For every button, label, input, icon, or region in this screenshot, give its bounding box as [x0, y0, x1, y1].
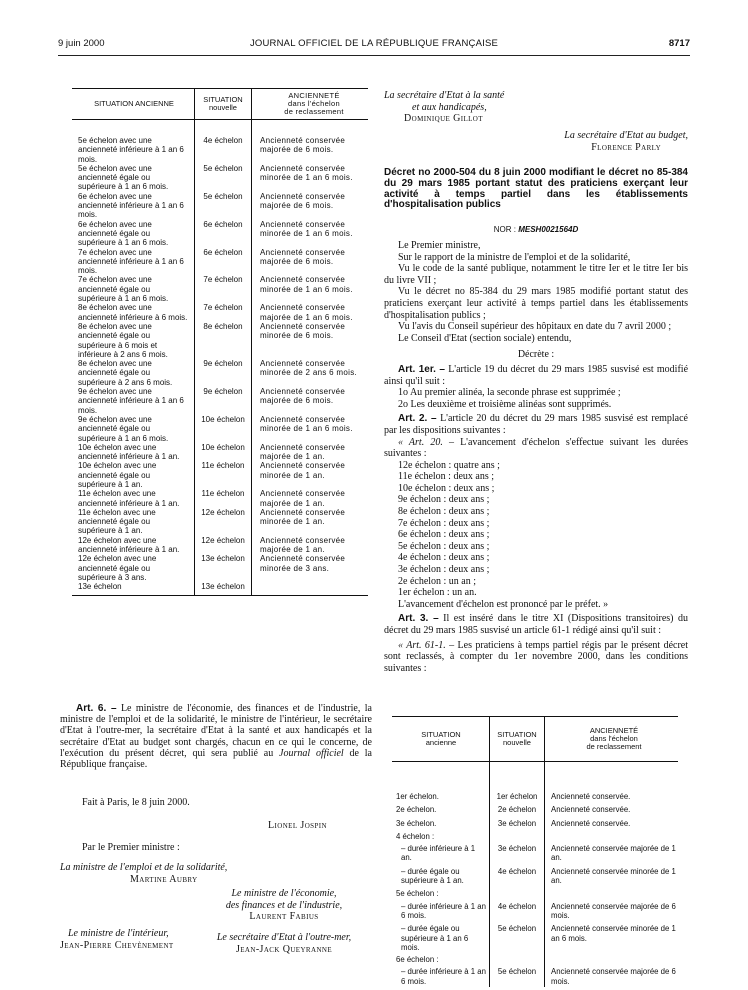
cell-situation-ancienne: 2e échelon. [392, 802, 490, 815]
table-row [392, 921, 678, 952]
decree-p1: Le Premier ministre, [398, 240, 481, 251]
cell-anciennete: Ancienneté conservée. [551, 805, 631, 815]
decrete: Décrète : [517, 349, 555, 361]
cell-situation-ancienne: 8e échelon avec une ancienneté inférieure à 6 mois. [72, 303, 195, 322]
table-row [72, 192, 368, 220]
cell-anciennete: Ancienneté conservée minorée de 1 an 6 mois. [260, 414, 353, 434]
cell-anciennete: Ancienneté conservée minorée de 1 an. [260, 461, 346, 480]
cell-situation-ancienne: – durée inférieure à 1 an. [392, 841, 490, 864]
signature-premier-ministre: Lionel Jospin [268, 820, 327, 831]
cell-situation-nouvelle: 4e échelon [490, 864, 545, 887]
duration-item: 8e échelon : deux ans ; [398, 506, 490, 518]
journal-officiel-ref: Journal officiel [279, 747, 344, 759]
table-row [392, 899, 678, 922]
duration-item: 6e échelon : deux ans ; [398, 529, 490, 541]
duration-item: 3e échelon : deux ans ; [398, 564, 490, 576]
decree-nor: NOR : MESH0021564D [493, 225, 579, 234]
cell-anciennete: Ancienneté conservée majorée de 1 an. [260, 442, 346, 462]
cell-anciennete: Ancienneté conservée minorée de 3 ans. [260, 554, 346, 573]
cell-situation-nouvelle [490, 952, 545, 964]
article-1: Art. 1er. – L'article 19 du décret du 29 mars 1985 susvisé est modifié ainsi qu'il suit : [384, 363, 689, 387]
cell-situation-nouvelle: 6e échelon [195, 248, 252, 276]
decree-p4: Vu le décret no 85-384 du 29 mars 1985 modifié portant statut des praticiens exerçant leur activité à temps partiel dans les établissements d'hospitalisation publics ; [384, 286, 688, 321]
cell-situation-ancienne: 9e échelon avec une ancienneté égale ou supérieure à 1 an 6 mois. [72, 415, 195, 443]
cell-anciennete: Ancienneté conservée majorée de 1 an. [260, 535, 346, 555]
table-row [392, 886, 678, 898]
fait-a-paris: Fait à Paris, le 8 juin 2000. [82, 797, 190, 808]
cell-anciennete: Ancienneté conservée minorée de 2 ans 6 mois. [260, 359, 358, 378]
duration-item: 10e échelon : deux ans ; [398, 482, 495, 494]
table-row [72, 461, 368, 489]
article-6 [60, 703, 372, 770]
cell-situation-ancienne: 3e échelon. [392, 816, 490, 829]
cell-situation-ancienne: 7e échelon avec une ancienneté inférieure à 1 an 6 mois. [72, 248, 195, 276]
header-journal-title: JOURNAL OFFICIEL DE LA RÉPUBLIQUE FRANÇAISE [249, 38, 499, 49]
article-3: Art. 3. – Il est inséré dans le titre XI (Dispositions transitoires) du décret du 29 mars 1985 susvisé un article 61-1 rédigé ainsi qu'il suit : [384, 613, 689, 636]
cell-situation-ancienne: 13e échelon [72, 582, 195, 595]
duration-item: 1er échelon : un an. [398, 587, 477, 599]
col-situation-nouvelle: SITUATION nouvelle [195, 89, 252, 120]
cell-situation-ancienne: 12e échelon avec une ancienneté égale ou supérieure à 3 ans. [72, 554, 195, 582]
cell-situation-ancienne: 7e échelon avec une ancienneté égale ou supérieure à 1 an 6 mois. [72, 275, 195, 303]
cell-anciennete [252, 582, 369, 595]
table-row [72, 248, 368, 276]
table-row [392, 964, 678, 987]
cell-situation-nouvelle: 4e échelon [490, 899, 545, 922]
cell-situation-ancienne: 4 échelon : [392, 829, 490, 841]
cell-situation-ancienne: 9e échelon avec une ancienneté inférieure à 1 an 6 mois. [72, 387, 195, 415]
cell-anciennete: Ancienneté conservée. [551, 818, 631, 828]
cell-anciennete: Ancienneté conservée majorée de 1 an. [260, 489, 346, 508]
cell-anciennete: Ancienneté conservée minorée de 1 an 6 mois. [551, 924, 676, 943]
table-row [72, 489, 368, 508]
col-situation-ancienne: SITUATION ANCIENNE [72, 89, 195, 120]
table-row [392, 816, 678, 829]
cell-situation-ancienne: 12e échelon avec une ancienneté inférieure à 1 an. [72, 536, 195, 555]
cell-anciennete: Ancienneté conservée majorée de 1 an 6 mois. [260, 303, 353, 322]
article-61-1: « Art. 61-1. – Les praticiens à temps partiel régis par le présent décret sont reclassés, à compter du 1er novembre 2000, dans les conditions suivantes : [384, 639, 689, 674]
header-page-number: 8717 [668, 38, 690, 49]
cell-situation-nouvelle: 3e échelon [490, 841, 545, 864]
cell-situation-ancienne: 6e échelon : [392, 952, 490, 964]
cell-situation-nouvelle: 7e échelon [195, 275, 252, 303]
cell-situation-nouvelle: 6e échelon [195, 220, 252, 248]
header-date: 9 juin 2000 [58, 38, 105, 49]
cell-situation-nouvelle: 12e échelon [195, 508, 252, 536]
rcol-situation-nouvelle: SITUATION nouvelle [490, 717, 545, 762]
cell-situation-nouvelle: 4e échelon [195, 120, 252, 164]
cell-situation-ancienne: 10e échelon avec une ancienneté inférieure à 1 an. [72, 443, 195, 462]
cell-situation-nouvelle: 3e échelon [490, 816, 545, 829]
cell-anciennete: Ancienneté conservée majorée de 6 mois. [551, 901, 676, 920]
col-anciennete: ANCIENNETÉ dans l'échelon de reclassement [252, 89, 369, 120]
cell-situation-ancienne: – durée égale ou supérieure à 1 an. [392, 864, 490, 887]
cell-situation-ancienne: 6e échelon avec une ancienneté égale ou supérieure à 1 an 6 mois. [72, 220, 195, 248]
article-2: Art. 2. – L'article 20 du décret du 29 mars 1985 susvisé est remplacé par les dispositions suivantes : [384, 413, 688, 436]
cell-situation-nouvelle: 10e échelon [195, 415, 252, 443]
cell-anciennete [545, 886, 679, 898]
durations-list [384, 460, 688, 599]
table-row [72, 508, 368, 536]
cell-anciennete: Ancienneté conservée majorée de 1 an. [551, 844, 676, 863]
cell-situation-nouvelle: 5e échelon [195, 164, 252, 192]
cell-situation-nouvelle: 5e échelon [490, 964, 545, 987]
table-row [72, 220, 368, 248]
cell-situation-nouvelle: 10e échelon [195, 443, 252, 462]
duration-item: 7e échelon : deux ans ; [398, 517, 490, 529]
cell-situation-nouvelle: 13e échelon [195, 554, 252, 582]
table-row [72, 322, 368, 359]
table-row [72, 443, 368, 462]
table-row [392, 841, 678, 864]
cell-situation-nouvelle: 11e échelon [195, 489, 252, 508]
table-row [392, 829, 678, 841]
duration-item: 5e échelon : deux ans ; [398, 540, 490, 552]
table-row [72, 120, 368, 164]
decree-title: Décret no 2000-504 du 8 juin 2000 modifiant le décret no 85-384 du 29 mars 1985 portant statut des praticiens exerçant leur activité à temps partiel dans les établissements d'hospitalisation publics [384, 167, 688, 211]
signature-secretaire-outre-mer: Le secrétaire d'Etat à l'outre-mer, Jean-Jack Queyranne [216, 932, 352, 955]
signature-secretaire-sante: La secrétaire d'Etat à la santé et aux handicapés, Dominique Gillot [384, 90, 505, 124]
cell-anciennete: Ancienneté conservée majorée de 6 mois. [260, 191, 346, 211]
cell-situation-nouvelle: 1er échelon [490, 762, 545, 803]
table-row [72, 359, 368, 387]
left-reclassification-table [72, 88, 368, 596]
decree-p6: Le Conseil d'Etat (section sociale) entendu, [398, 332, 572, 344]
table-row [72, 554, 368, 582]
cell-situation-ancienne: 10e échelon avec une ancienneté égale ou supérieure à 1 an. [72, 461, 195, 489]
cell-anciennete: Ancienneté conservée. [551, 792, 631, 801]
cell-anciennete [545, 952, 679, 964]
table-row [392, 864, 678, 887]
table-row [72, 582, 368, 595]
cell-situation-ancienne: 5e échelon avec une ancienneté égale ou supérieure à 1 an 6 mois. [72, 164, 195, 192]
right-reclassification-table [392, 716, 678, 987]
cell-situation-ancienne: 11e échelon avec une ancienneté inférieure à 1 an. [72, 489, 195, 508]
table-row [392, 762, 678, 803]
cell-situation-ancienne: 8e échelon avec une ancienneté égale ou supérieure à 2 ans 6 mois. [72, 359, 195, 387]
cell-situation-nouvelle: 12e échelon [195, 536, 252, 555]
rcol-anciennete: ANCIENNETÉ dans l'échelon de reclassement [545, 717, 679, 762]
decree-p5: Vu l'avis du Conseil supérieur des hôpitaux en date du 7 avril 2000 ; [398, 321, 672, 333]
signature-ministre-interieur: Le ministre de l'intérieur, Jean-Pierre Chevènement [60, 928, 174, 951]
cell-anciennete: Ancienneté conservée majorée de 6 mois. [551, 967, 676, 986]
duration-item: 11e échelon : deux ans ; [398, 471, 494, 483]
cell-situation-ancienne: 8e échelon avec une ancienneté égale ou supérieure à 6 mois et inférieure à 2 ans 6 mois. [72, 322, 195, 359]
table-row [392, 802, 678, 815]
cell-anciennete: Ancienneté conservée majorée de 6 mois. [260, 136, 346, 155]
article-20-end: L'avancement d'échelon est prononcé par le préfet. » [398, 598, 609, 610]
decree-p3: Vu le code de la santé publique, notamment le titre Ier et le titre Ier bis du livre VII ; [384, 263, 688, 286]
cell-situation-nouvelle: 9e échelon [195, 387, 252, 415]
table-row [72, 415, 368, 443]
cell-anciennete: Ancienneté conservée minorée de 1 an. [260, 507, 346, 527]
table-row [72, 303, 368, 322]
cell-situation-ancienne: – durée inférieure à 1 an 6 mois. [392, 964, 490, 987]
signature-ministre-economie: Le ministre de l'économie, des finances et de l'industrie, Laurent Fabius [225, 888, 343, 922]
cell-situation-nouvelle: 2e échelon [490, 802, 545, 815]
cell-situation-nouvelle: 5e échelon [195, 192, 252, 220]
article-20: « Art. 20. – L'avancement d'échelon s'effectue suivant les durées suivantes : [384, 436, 689, 460]
duration-item: 12e échelon : quatre ans ; [398, 459, 500, 471]
article-6-text-end: de la République française. [60, 747, 372, 771]
cell-situation-nouvelle: 11e échelon [195, 461, 252, 489]
cell-anciennete [545, 829, 679, 841]
cell-situation-nouvelle: 8e échelon [195, 322, 252, 359]
article-6-text: Le ministre de l'économie, des finances et de l'industrie, la ministre de l'emploi et de la solidarité, le ministre de l'intérieur, le secrétaire d'Etat à l'outre-mer, la secrétaire d'Etat à la santé et aux handicapés et la secrétaire d'Etat au budget sont chargés, chacun en ce qui le concerne, de l'exécution du présent décret, qui sera publié au [60, 703, 372, 759]
table-row [72, 387, 368, 415]
left-table-body [72, 120, 368, 596]
right-table-body [392, 762, 678, 988]
duration-item: 2e échelon : un an ; [398, 575, 477, 587]
cell-situation-nouvelle [490, 886, 545, 898]
cell-situation-ancienne: – durée égale ou supérieure à 1 an 6 mois. [392, 921, 490, 952]
cell-situation-nouvelle: 13e échelon [195, 582, 252, 595]
cell-anciennete: Ancienneté conservée minorée de 1 an 6 mois. [260, 275, 353, 294]
header-rule [58, 55, 690, 56]
table-row [72, 164, 368, 192]
article-1-item-1: 1o Au premier alinéa, la seconde phrase est supprimée ; [398, 387, 621, 399]
par-premier-ministre: Par le Premier ministre : [82, 842, 180, 853]
cell-situation-ancienne: 5e échelon avec une ancienneté inférieure à 1 an 6 mois. [72, 120, 195, 164]
table-row [72, 536, 368, 555]
decree-p2: Sur le rapport de la ministre de l'emploi et de la solidarité, [398, 251, 631, 263]
cell-anciennete: Ancienneté conservée majorée de 6 mois. [260, 387, 346, 406]
decree-body [384, 240, 688, 674]
table-row [392, 952, 678, 964]
signature-ministre-emploi: La ministre de l'emploi et de la solidarité, Martine Aubry [60, 862, 228, 885]
cell-situation-ancienne: 11e échelon avec une ancienneté égale ou supérieure à 1 an. [72, 508, 195, 536]
duration-item: 4e échelon : deux ans ; [398, 552, 490, 564]
cell-situation-ancienne: – durée inférieure à 1 an 6 mois. [392, 899, 490, 922]
cell-situation-ancienne: 6e échelon avec une ancienneté inférieure à 1 an 6 mois. [72, 192, 195, 220]
cell-situation-nouvelle: 5e échelon [490, 921, 545, 952]
cell-situation-ancienne: 1er échelon. [392, 762, 490, 803]
duration-item: 9e échelon : deux ans ; [398, 494, 490, 506]
cell-situation-nouvelle: 9e échelon [195, 359, 252, 387]
cell-anciennete: Ancienneté conservée minorée de 1 an 6 mois. [260, 219, 353, 238]
signature-secretaire-budget: La secrétaire d'Etat au budget, Florence Parly [564, 130, 688, 153]
table-row [72, 275, 368, 303]
rcol-situation-ancienne: SITUATION ancienne [392, 717, 490, 762]
cell-anciennete: Ancienneté conservée majorée de 6 mois. [260, 247, 346, 266]
article-1-item-2: 2o Les deuxième et troisième alinéas sont supprimés. [398, 398, 612, 410]
cell-anciennete: Ancienneté conservée minorée de 6 mois. [260, 321, 346, 341]
cell-situation-nouvelle: 7e échelon [195, 303, 252, 322]
article-6-label: Art. 6. – [76, 703, 117, 714]
cell-anciennete: Ancienneté conservée minorée de 1 an 6 mois. [260, 163, 353, 183]
cell-situation-nouvelle [490, 829, 545, 841]
page-header [58, 38, 690, 52]
cell-anciennete: Ancienneté conservée minorée de 1 an. [551, 866, 676, 886]
cell-situation-ancienne: 5e échelon : [392, 886, 490, 898]
